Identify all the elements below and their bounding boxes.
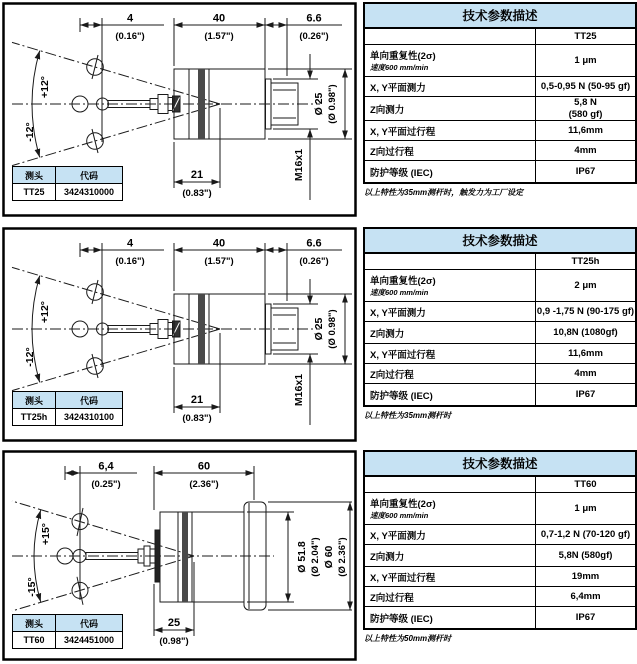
drawing-panel-tt60 — [2, 450, 357, 661]
row-label: X, Y平面过行程 — [370, 349, 436, 361]
legend-head-model: 测头 — [13, 167, 56, 184]
legend-table-tt25 — [12, 166, 123, 201]
dim-d: 21 — [190, 394, 204, 406]
row-value: IP67 — [575, 388, 596, 400]
row-label — [365, 254, 536, 269]
section-tt60 — [2, 450, 637, 661]
spec-title: 技术参数描述 — [365, 452, 635, 477]
legend-head-code: 代码 — [56, 392, 123, 409]
legend-head-code: 代码 — [56, 615, 123, 632]
spec-row — [365, 384, 635, 405]
row-value: 0,7-1,2 N (70-120 gf) — [540, 528, 631, 540]
dim-b: 40 — [212, 237, 226, 250]
angle-up-label: +12° — [39, 300, 51, 324]
spec-row — [365, 45, 635, 77]
row-value: 6,4mm — [570, 590, 601, 602]
dim-d-inch: (0.83") — [182, 413, 212, 424]
spec-row — [365, 121, 635, 141]
spec-footnote: 以上特性为35mm测杆时，触发力为工厂设定 — [364, 188, 524, 197]
dim-a-inch: (0.16") — [115, 256, 145, 267]
body-band — [198, 69, 205, 139]
face-seal — [155, 530, 160, 582]
row-value: 5,8N (580gf) — [558, 549, 613, 561]
dim-b-inch: (2.36") — [189, 479, 219, 490]
spec-row — [365, 141, 635, 161]
row-value: 11,6mm — [568, 347, 603, 359]
diameter-label: Ø 25 — [313, 317, 325, 341]
dim-b: 40 — [212, 12, 226, 25]
dim-d-inch: (0.98") — [159, 636, 189, 647]
row-value: 1 μm — [574, 54, 597, 66]
legend-table-tt25h — [12, 391, 123, 426]
dim-c: 6.6 — [306, 12, 322, 25]
drawing-panel-tt25 — [2, 2, 357, 217]
row-label: X, Y平面过行程 — [370, 572, 436, 584]
diameter-label: Ø 25 — [313, 92, 325, 116]
body-band — [182, 512, 188, 602]
drawing-panel-tt25h — [2, 227, 357, 442]
dim-a: 6,4 — [98, 460, 114, 473]
dim-c-inch: (0.26") — [299, 31, 329, 42]
row-value: 1 μm — [574, 502, 597, 514]
dim-a-inch: (0.25") — [91, 479, 121, 490]
row-label: X, Y平面测力 — [370, 530, 426, 542]
row-label: Z向测力 — [370, 328, 405, 340]
spec-row — [365, 161, 635, 182]
spec-row — [365, 587, 635, 607]
angle-down-label: -12° — [24, 122, 36, 142]
dim-b: 60 — [197, 460, 211, 473]
thread-label: M16x1 — [293, 373, 305, 407]
dim-b-inch: (1.57") — [204, 256, 234, 267]
spec-row — [365, 344, 635, 364]
row-value: 0,9 -1,75 N (90-175 gf) — [536, 305, 635, 317]
row-label — [365, 477, 536, 492]
model-name: TT25h — [571, 255, 600, 267]
section-tt25h — [2, 227, 637, 442]
dim-c: 6.6 — [306, 237, 322, 250]
row-value: 4mm — [574, 367, 597, 379]
row-label: 防护等级 (IEC) — [370, 613, 433, 625]
dim-b-inch: (1.57") — [204, 31, 234, 42]
spec-row-model — [365, 477, 635, 493]
dim-c-inch: (0.26") — [299, 256, 329, 267]
row-value: 19mm — [571, 570, 600, 582]
row-value: 5,8 N (580 gf) — [568, 97, 603, 120]
legend-head-model: 测头 — [13, 615, 56, 632]
spec-row — [365, 270, 635, 302]
spec-footnote: 以上特性为50mm测杆时 — [364, 634, 452, 643]
inner-diameter-label: Ø 51.8 — [296, 541, 308, 573]
spec-table-tt25 — [363, 2, 637, 184]
section-tt25 — [2, 2, 637, 217]
row-label: X, Y平面测力 — [370, 307, 426, 319]
spec-row — [365, 567, 635, 587]
spec-row — [365, 322, 635, 344]
row-sublabel: 速度600 mm/min — [370, 288, 429, 297]
spec-row — [365, 545, 635, 567]
inner-diameter-inch-label: (Ø 2.04") — [310, 537, 321, 577]
legend-code: 3424310100 — [56, 409, 123, 426]
spec-column-tt25 — [363, 2, 637, 217]
row-value: 11,6mm — [568, 124, 603, 136]
row-label: Z向过行程 — [370, 369, 414, 381]
spec-column-tt25h — [363, 227, 637, 442]
spec-row — [365, 607, 635, 628]
angle-down-label: -12° — [24, 347, 36, 367]
row-label: 单向重复性(2σ) — [370, 276, 436, 287]
legend-code: 3424451000 — [56, 632, 123, 649]
spec-row — [365, 525, 635, 545]
row-value: 4mm — [574, 144, 597, 156]
angle-down-label: -15° — [26, 577, 38, 597]
row-label: Z向测力 — [370, 551, 405, 563]
spec-column-tt60 — [363, 450, 637, 661]
row-label: 防护等级 (IEC) — [370, 167, 433, 179]
spec-table-tt25h — [363, 227, 637, 407]
dim-d-inch: (0.83") — [182, 188, 212, 199]
legend-head-model: 测头 — [13, 392, 56, 409]
diameter-inch-label: (Ø 0.98") — [327, 309, 338, 349]
legend-head-code: 代码 — [56, 167, 123, 184]
dim-a-inch: (0.16") — [115, 31, 145, 42]
thread-label: M16x1 — [293, 148, 305, 182]
spec-row-model — [365, 254, 635, 270]
spec-title: 技术参数描述 — [365, 229, 635, 254]
row-label: 防护等级 (IEC) — [370, 390, 433, 402]
row-label: X, Y平面测力 — [370, 82, 426, 94]
dim-a: 4 — [126, 237, 134, 250]
row-value: 2 μm — [574, 279, 597, 291]
row-label: 单向重复性(2σ) — [370, 51, 436, 62]
row-sublabel: 速度600 mm/min — [370, 511, 429, 520]
model-name: TT60 — [574, 478, 597, 490]
row-label — [365, 29, 536, 44]
row-sublabel: 速度600 mm/min — [370, 63, 429, 72]
legend-table-tt60 — [12, 614, 123, 649]
dim-d: 21 — [190, 169, 204, 181]
row-label: 单向重复性(2σ) — [370, 499, 436, 510]
spec-row — [365, 302, 635, 322]
row-value: IP67 — [575, 165, 596, 177]
row-label: Z向过行程 — [370, 592, 414, 604]
row-label: X, Y平面过行程 — [370, 126, 436, 138]
spec-row-model — [365, 29, 635, 45]
diameter-inch-label: (Ø 0.98") — [327, 84, 338, 124]
model-name: TT25 — [574, 30, 597, 42]
row-value: 10,8N (1080gf) — [553, 326, 618, 338]
body-band — [198, 294, 205, 364]
spec-title: 技术参数描述 — [365, 4, 635, 29]
spec-row — [365, 364, 635, 384]
spec-table-tt60 — [363, 450, 637, 630]
legend-model: TT60 — [13, 632, 56, 649]
row-label: Z向测力 — [370, 104, 405, 116]
row-label: Z向过行程 — [370, 146, 414, 158]
row-value: 0,5-0,95 N (50-95 gf) — [540, 80, 631, 92]
angle-up-label: +12° — [39, 75, 51, 99]
spec-footnote: 以上特性为35mm测杆时 — [364, 411, 452, 420]
spec-row — [365, 493, 635, 525]
dim-d: 25 — [167, 617, 181, 629]
dim-a: 4 — [126, 12, 134, 25]
outer-diameter-inch-label: (Ø 2.36") — [337, 537, 348, 577]
spec-row — [365, 97, 635, 121]
legend-model: TT25 — [13, 184, 56, 201]
legend-code: 3424310000 — [56, 184, 123, 201]
legend-model: TT25h — [13, 409, 56, 426]
row-value: IP67 — [575, 611, 596, 623]
angle-up-label: +15° — [40, 522, 52, 546]
outer-diameter-label: Ø 60 — [323, 545, 335, 569]
spec-row — [365, 77, 635, 97]
